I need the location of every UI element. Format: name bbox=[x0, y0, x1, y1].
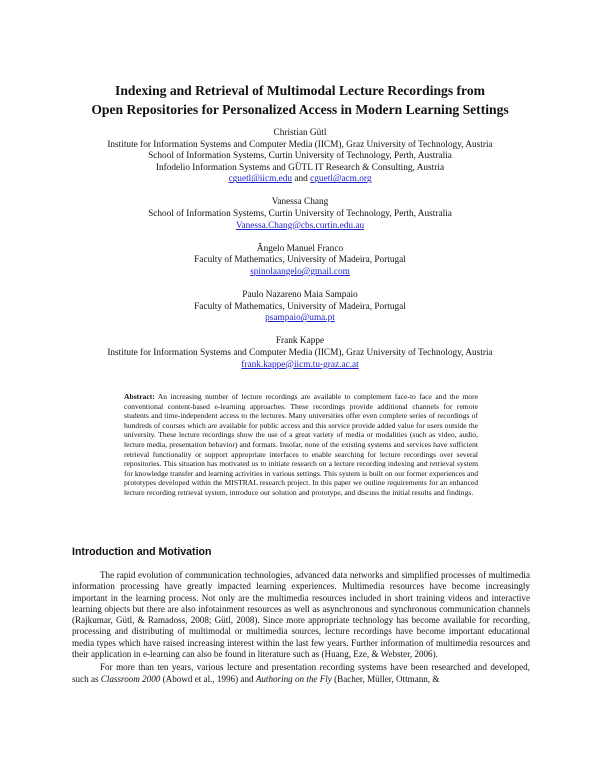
paragraph bbox=[72, 662, 530, 685]
author-list bbox=[20, 128, 580, 383]
author-affiliation: Institute for Information Systems and Computer Media (IICM), Graz University of Technology, Austria bbox=[107, 139, 493, 150]
paper-title bbox=[40, 81, 560, 119]
text-run: (Abowd et al., 1996) and bbox=[160, 673, 256, 684]
author-block bbox=[20, 244, 580, 279]
abstract bbox=[124, 392, 478, 498]
email-link[interactable]: Vanessa.Chang@cbs.curtin.edu.au bbox=[235, 220, 365, 231]
title-line-2: Open Repositories for Personalized Access in Modern Learning Settings bbox=[91, 102, 509, 117]
section-body bbox=[72, 570, 530, 687]
author-affiliation: School of Information Systems, Curtin University of Technology, Perth, Australia bbox=[148, 209, 452, 220]
author-name: Frank Kappe bbox=[275, 336, 325, 347]
author-affiliation: Faculty of Mathematics, University of Madeira, Portugal bbox=[194, 255, 406, 266]
abstract-label: Abstract: bbox=[124, 392, 155, 401]
citation-title: Authoring on the Fly bbox=[255, 673, 332, 684]
author-affiliation: Faculty of Mathematics, University of Madeira, Portugal bbox=[194, 301, 406, 312]
section-heading: Introduction and Motivation bbox=[72, 546, 212, 558]
author-block bbox=[20, 128, 580, 186]
email-link[interactable]: psampaio@uma.pt bbox=[265, 313, 335, 324]
title-line-1: Indexing and Retrieval of Multimodal Lecture Recordings from bbox=[115, 83, 485, 98]
text-run: (Bacher, Müller, Ottmann, & bbox=[331, 673, 440, 684]
author-name: Paulo Nazareno Maia Sampaio bbox=[242, 290, 358, 301]
author-name: Ângelo Manuel Franco bbox=[256, 243, 344, 254]
email-link[interactable]: spinolaangelo@gmail.com bbox=[250, 266, 350, 277]
email-link[interactable]: cguetl@iicm.edu bbox=[228, 174, 293, 185]
author-name: Vanessa Chang bbox=[271, 197, 329, 208]
paragraph: The rapid evolution of communication technologies, advanced data networks and simplified processes of multimedia information processing have greatly impacted learning experiences. Multimedia resources have become increasingly important in the learning process. Not only are the multimedia resources included in short training videos and interactive learning objects but there are also infotainment resources as well as asynchronous and synchronous communication channels (Rajkumar, Gütl, & Ramadoss, 2008; Gütl, 2008). Since more appropriate technology has become available for recording, processing and distributing of multimodal or multimedia sources, lecture recordings have become important educational media types which have raised increasing interest within the last few years. Further information of multimedia resources and their application in e-learning can also be found in literature such as (Huang, Eze, & Webster, 2006). bbox=[72, 570, 530, 660]
email-separator: and bbox=[292, 174, 311, 185]
author-block bbox=[20, 290, 580, 325]
author-block bbox=[20, 197, 580, 232]
author-affiliation: Infodelio Information Systems and GÜTL IT Research & Consulting, Austria bbox=[155, 162, 445, 173]
author-affiliation: School of Information Systems, Curtin University of Technology, Perth, Australia bbox=[148, 151, 452, 162]
citation-title: Classroom 2000 bbox=[100, 673, 161, 684]
email-link[interactable]: cguetl@acm.org bbox=[310, 174, 372, 185]
abstract-text: An increasing number of lecture recordings are available to complement face-to face and the more conventional content-based e-learning approaches. These recordings provide additional channels for remote students and time-independent access to the lectures. Many universities offer even complete series of recordings of hundreds of courses which are available for public access and this service provide added value for users outside the university. These lecture recordings show the use of a great variety of media or modalities (such as video, audio, lecture media, presentation behavior) and formats. Insofar, none of the existing systems and services have sufficient retrieval functionality or support appropriate interfaces to enable searching for lecture recordings over several repositories. This situation has motivated us to initiate research on a lecture recording indexing and retrieval system for knowledge transfer and learning activities in various settings. This system is built on our former experiences and prototypes developed within the MISTRAL research project. In this paper we outline requirements for an enhanced lecture recording retrieval system, introduce our solution and prototype, and discuss the initial results and findings. bbox=[124, 392, 478, 497]
author-name: Christian Gütl bbox=[273, 128, 327, 138]
author-block bbox=[20, 336, 580, 371]
author-email-line bbox=[20, 174, 580, 186]
text-run: For more than ten years, various lecture and presentation recording systems have been researched and developed, such as bbox=[72, 662, 530, 684]
author-affiliation: Institute for Information Systems and Computer Media (IICM), Graz University of Technology, Austria bbox=[107, 347, 493, 358]
email-link[interactable]: frank.kappe@iicm.tu-graz.ac.at bbox=[241, 359, 359, 370]
